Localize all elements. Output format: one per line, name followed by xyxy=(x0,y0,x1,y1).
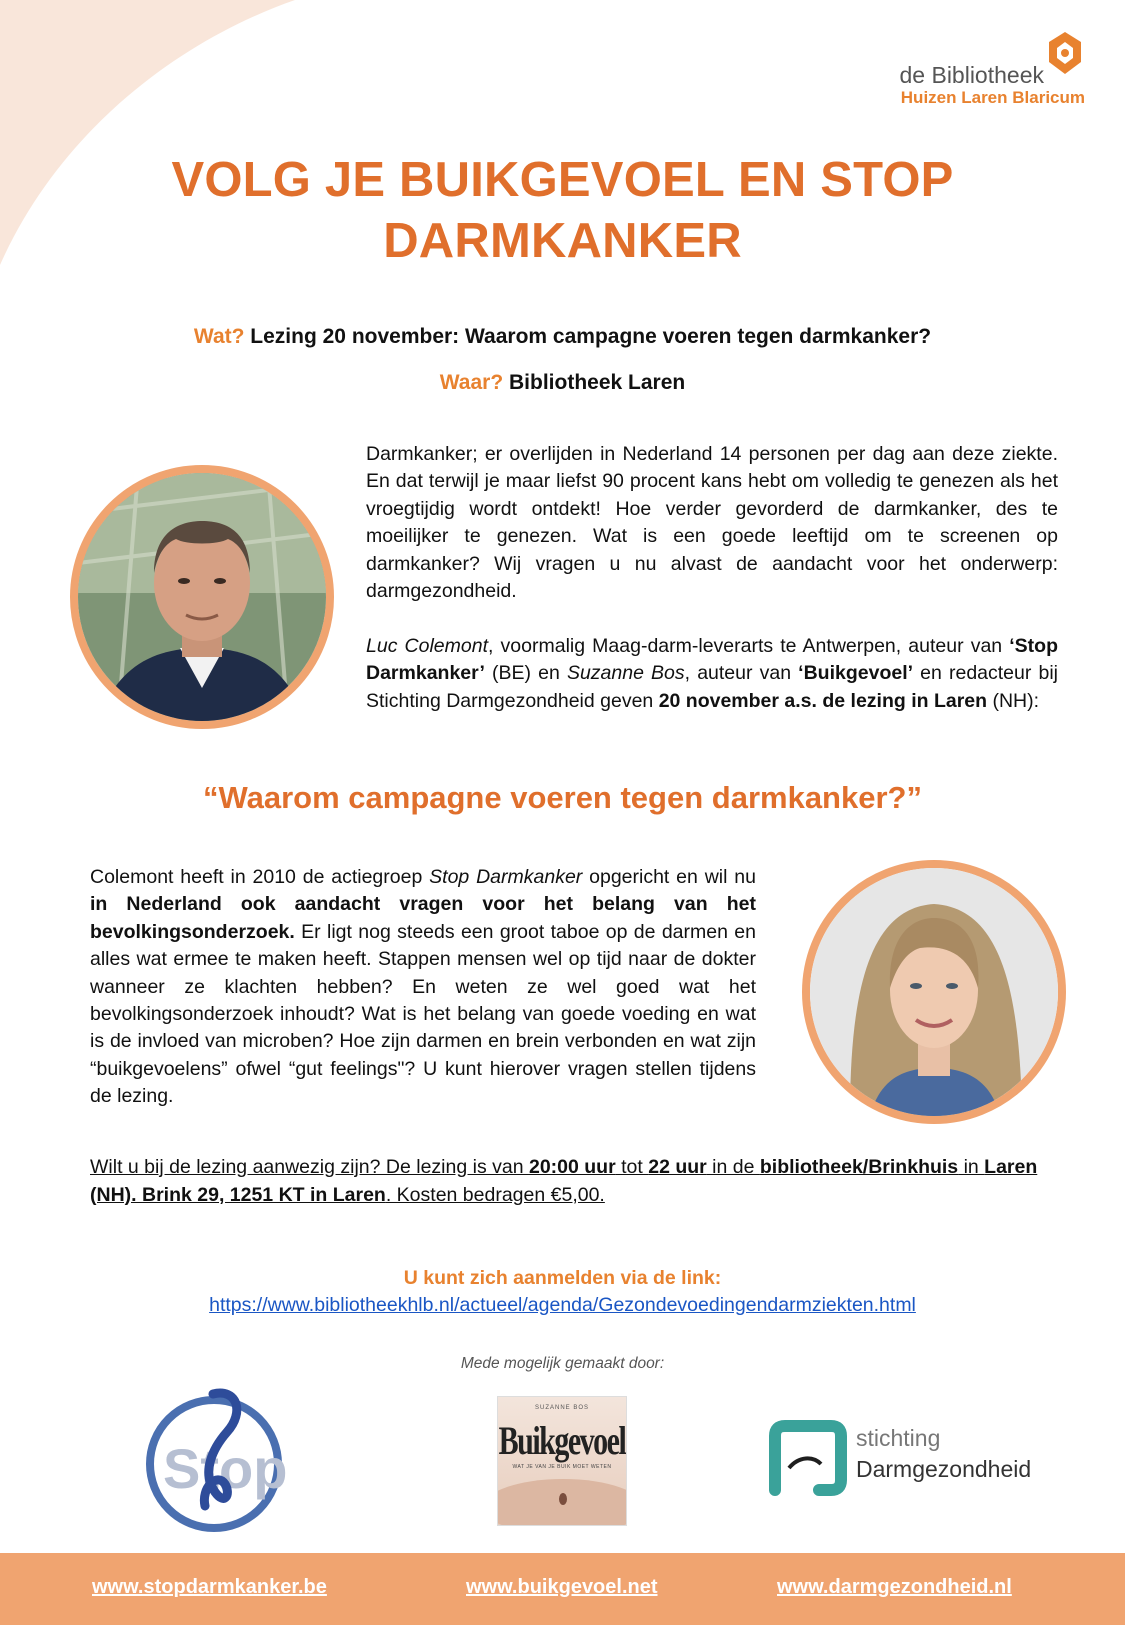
stichting-logo-line2: Darmgezondheid xyxy=(856,1456,1032,1482)
book-cover-subtitle: WAT JE VAN JE BUIK MOET WETEN xyxy=(512,1464,612,1470)
venue: bibliotheek/Brinkhuis xyxy=(759,1156,959,1178)
footer-link-buikgevoel[interactable]: www.buikgevoel.net xyxy=(466,1576,658,1598)
signup-link[interactable]: https://www.bibliotheekhlb.nl/actueel/agenda/Gezondevoedingendarmziekten.html xyxy=(209,1294,916,1316)
attendance-text: . Kosten bedragen €5,00. xyxy=(385,1183,605,1206)
belly-image xyxy=(498,1477,627,1526)
info-what-label: Wat? xyxy=(193,325,245,348)
body-text: Er ligt nog steeds een groot taboe op de darmen en alles wat ermee te maken heeft. Stappen mensen wel op tijd naar de dokter wanneer ze klachten hebben? En weten ze wel goed wat het bevolkingsonderzoek inhoudt? Wat is het belang van goede voeding en wat is de invloed van microben? Hoe zijn darmen en brein verbonden en wat zijn “buikgevoelens” ofwel “gut feelings"? U kunt hierover vragen stellen tijdens de lezing. xyxy=(90,920,756,1108)
book-buikgevoel: ‘Buikgevoel’ xyxy=(798,662,914,685)
attendance-text: tot xyxy=(615,1156,649,1178)
speakers-paragraph xyxy=(366,633,1058,715)
stichting-darmgezondheid-icon xyxy=(765,1420,849,1498)
sponsors-label: Mede mogelijk gemaakt door: xyxy=(460,1355,665,1372)
library-logo-subtitle: Huizen Laren Blaricum xyxy=(900,88,1085,107)
intro-paragraph: Darmkanker; er overlijden in Nederland 14 personen per dag aan deze ziekte. En dat terwijl je maar liefst 90 procent kans hebt om volledig te genezen als het vroegtijdig wordt ontdekt! Hoe verder gevorderd de darmkanker, des te moeilijker te genezen. Wat is een goede leeftijd om te screenen op darmkanker? Wij vragen u nu alvast de aandacht voor het onderwerp: darmgezondheid. xyxy=(366,443,1058,603)
speakers-text: (BE) en xyxy=(484,662,567,685)
attendance-info xyxy=(90,1154,1058,1209)
body-paragraph xyxy=(90,864,756,1111)
action-group-name: Stop Darmkanker xyxy=(429,866,583,888)
library-logo-name: de Bibliotheek xyxy=(899,62,1044,88)
end-time: 22 uur xyxy=(648,1156,707,1178)
speaker-name-suzanne: Suzanne Bos xyxy=(566,662,685,685)
book-cover-title: Buikgevoel xyxy=(498,1419,626,1464)
stop-logo-text: Stop xyxy=(163,1437,288,1500)
attendance-text: Wilt u bij de lezing aanwezig zijn? De lezing is van xyxy=(90,1156,529,1178)
library-logo xyxy=(829,28,1089,108)
venue-address: Laren (NH). Brink 29, 1251 KT in Laren xyxy=(90,1156,1038,1206)
page-title: VOLG JE BUIKGEVOEL EN STOP DARMKANKER xyxy=(171,153,954,268)
footer-link-darmgezondheid[interactable]: www.darmgezondheid.nl xyxy=(777,1576,1012,1598)
speaker-name-luc: Luc Colemont xyxy=(366,635,489,657)
speakers-text: , auteur van xyxy=(684,662,799,685)
stichting-logo-line1: stichting xyxy=(856,1425,941,1451)
speaker-portrait-luc xyxy=(70,465,334,729)
speakers-text: , voormalig Maag-darm-leverarts te Antwerpen, auteur van xyxy=(488,635,1010,657)
info-where-value: Bibliotheek Laren xyxy=(509,371,686,394)
info-what xyxy=(0,325,1125,349)
info-what-value: Lezing 20 november: Waarom campagne voeren tegen darmkanker? xyxy=(250,325,932,348)
speakers-text: en redacteur bij Stichting Darmgezondheid geven xyxy=(366,662,1058,712)
body-text: Colemont heeft in 2010 de actiegroep xyxy=(90,866,430,888)
speakers-text: (NH): xyxy=(987,689,1040,712)
stop-darmkanker-logo xyxy=(141,1388,288,1535)
lecture-quote: “Waarom campagne voeren tegen darmkanker?” xyxy=(203,780,922,815)
book-cover-author: SUZANNE BOS xyxy=(534,1405,589,1411)
info-where xyxy=(0,371,1125,395)
speaker-portrait-suzanne xyxy=(802,860,1066,1124)
library-logo-icon xyxy=(1041,30,1089,78)
attendance-text: in de xyxy=(706,1156,760,1178)
info-where-label: Waar? xyxy=(439,371,504,394)
footer-bar xyxy=(0,1553,1125,1625)
body-emphasis: in Nederland ook aandacht vragen voor het belang van het bevolkingsonderzoek. xyxy=(90,893,756,943)
attendance-text: in xyxy=(958,1156,985,1178)
buikgevoel-book-cover xyxy=(497,1396,627,1526)
book-stop-darmkanker: ‘Stop Darmkanker’ xyxy=(366,635,1058,685)
start-time: 20:00 uur xyxy=(528,1156,616,1178)
body-text: opgericht en wil nu xyxy=(582,866,756,888)
lecture-date: 20 november a.s. de lezing in Laren xyxy=(658,689,988,712)
footer-link-stopdarmkanker[interactable]: www.stopdarmkanker.be xyxy=(92,1576,327,1598)
signup-label: U kunt zich aanmelden via de link: xyxy=(403,1267,722,1289)
